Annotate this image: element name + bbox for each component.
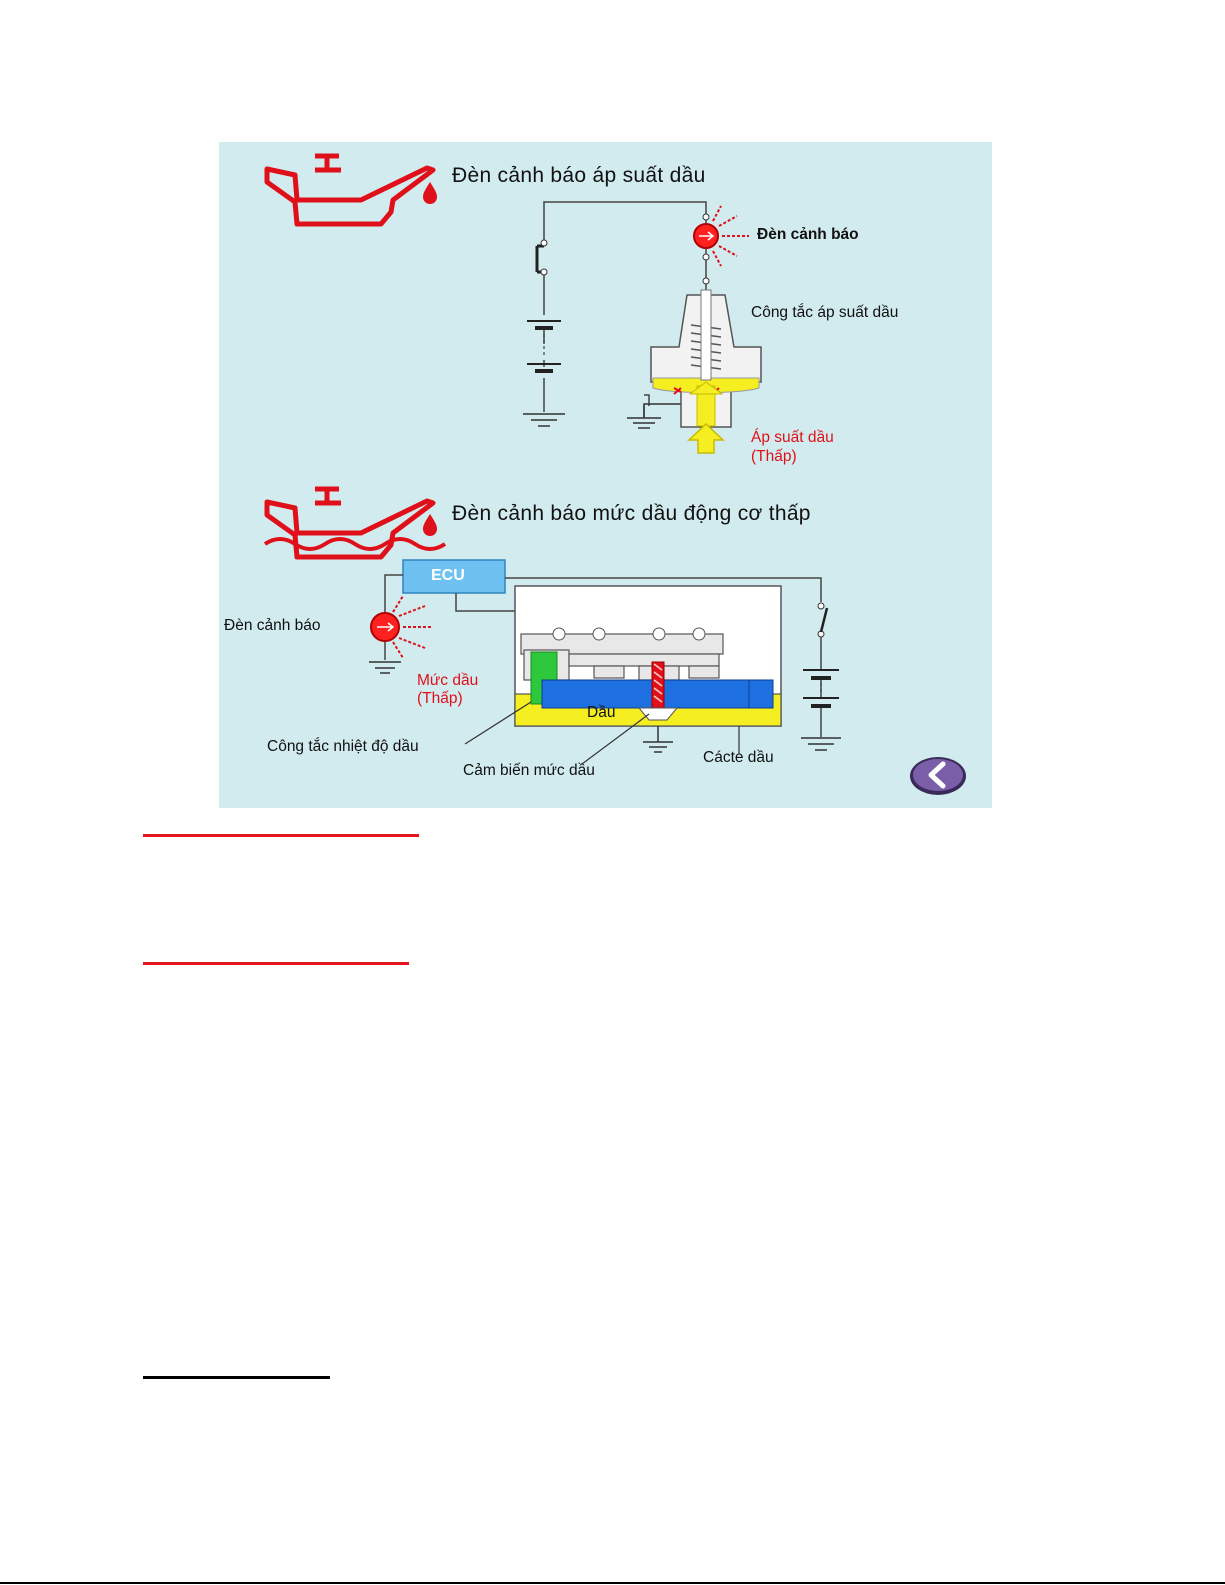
oil-level-sensor-rod <box>652 662 664 710</box>
oil-level-sensor-label: Cảm biến mức dầu <box>463 762 595 779</box>
oil-pressure-switch <box>651 290 761 427</box>
oil-pressure-low-label: (Thấp) <box>751 448 797 465</box>
pressure-circuit-switch <box>537 246 544 272</box>
oil-pressure-title: Đèn cảnh báo áp suất dầu <box>452 164 706 187</box>
back-arrow-icon <box>909 756 967 796</box>
section-heading-underline <box>143 834 419 837</box>
oil-pressure-value-label: Áp suất dầu <box>751 429 834 446</box>
oil-can-icon <box>267 156 433 224</box>
back-button[interactable] <box>909 756 967 796</box>
ecu-label: ECU <box>431 567 465 584</box>
ground-icon <box>369 662 401 673</box>
oil-drop-icon <box>423 182 437 204</box>
oil-wave-icon <box>265 539 445 549</box>
oil-pan-label: Cácte dầu <box>703 749 774 766</box>
oil-warning-diagram <box>219 142 992 808</box>
oil-pan-assembly <box>515 586 781 752</box>
bulb-icon <box>371 596 433 658</box>
battery-icon <box>527 321 561 371</box>
oil-can-icon <box>267 489 433 557</box>
ground-icon <box>801 738 841 750</box>
ground-icon <box>523 414 565 426</box>
ground-icon <box>643 742 673 752</box>
oil-temp-switch-label: Công tắc nhiệt độ dầu <box>267 738 419 755</box>
section-heading-underline <box>143 1376 330 1379</box>
ground-icon <box>627 404 687 428</box>
page-footer-rule <box>0 1582 1225 1584</box>
oil-level-title: Đèn cảnh báo mức dầu động cơ thấp <box>452 502 811 525</box>
oil-level-value-label: Mức dầu <box>417 672 479 689</box>
bulb-icon <box>694 206 749 266</box>
pressure-warning-light-label: Đèn cảnh báo <box>757 226 859 243</box>
oil-pressure-switch-label: Công tắc áp suất dầu <box>751 304 899 321</box>
pressure-arrow <box>689 424 723 453</box>
oil-drop-icon <box>423 514 437 536</box>
level-circuit-switch <box>821 608 827 632</box>
oil-level-low-label: (Thấp) <box>417 690 463 707</box>
oil-label: Dầu <box>587 704 616 721</box>
section-heading-underline <box>143 962 409 965</box>
level-warning-light-label: Đèn cảnh báo <box>224 617 321 634</box>
